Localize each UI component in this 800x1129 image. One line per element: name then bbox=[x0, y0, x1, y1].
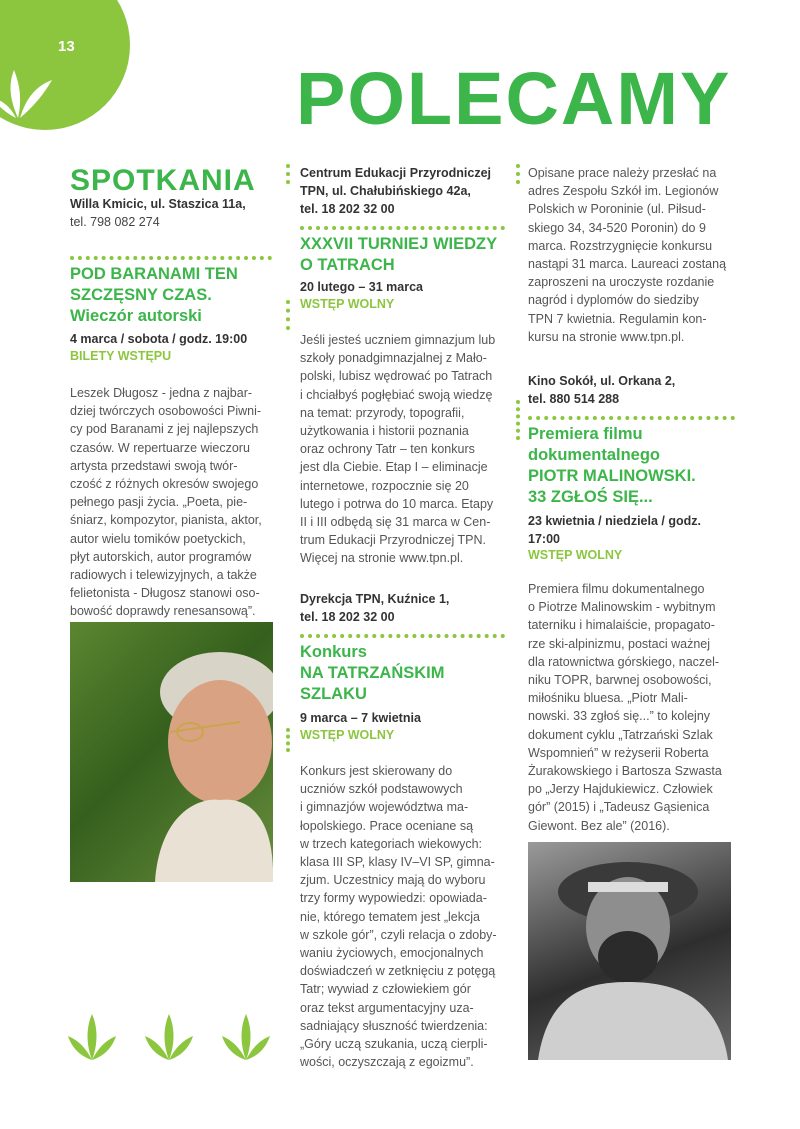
event-description bbox=[300, 331, 515, 568]
text-line: po „Jerzy Hajdukiewicz. Człowiek bbox=[528, 782, 713, 797]
venue-line: tel. 18 202 32 00 bbox=[300, 202, 395, 216]
text-line: adres Zespołu Szkół im. Legionów bbox=[528, 184, 719, 199]
venue-line: Dyrekcja TPN, Kuźnice 1, bbox=[300, 592, 450, 606]
venue-phone: tel. 798 082 274 bbox=[70, 215, 160, 229]
dotted-divider bbox=[300, 226, 505, 230]
text-line: nastąpi 31 marca. Laureaci zostaną bbox=[528, 257, 727, 272]
text-line: czasów. W repertuarze wieczoru bbox=[70, 440, 250, 455]
text-line: uczniów szkół podstawowych bbox=[300, 782, 463, 797]
venue bbox=[300, 590, 510, 626]
text-line: na temat: przyrody, topografii, bbox=[300, 405, 465, 420]
text-line: Tatr; wywiad z człowiekiem gór bbox=[300, 982, 471, 997]
venue-line: Centrum Edukacji Przyrodniczej bbox=[300, 166, 492, 180]
text-line: użytkowania i historii poznania bbox=[300, 424, 469, 439]
event-date: 4 marca / sobota / godz. 19:00 bbox=[70, 332, 248, 346]
text-line: doświadczeń w zetknięciu z potęgą bbox=[300, 964, 496, 979]
dotted-divider bbox=[528, 416, 735, 420]
event-title bbox=[300, 642, 515, 705]
text-line: internetowe, rozpocznie się 20 bbox=[300, 478, 469, 493]
entry-label: WSTĘP WOLNY bbox=[300, 297, 395, 311]
entry-label: BILETY WSTĘPU bbox=[70, 349, 172, 363]
event-title-line: Premiera filmu bbox=[528, 425, 643, 443]
portrait-photo-dlugosz bbox=[70, 622, 273, 882]
text-line: zjum. Uczestnicy mają do wyboru bbox=[300, 873, 486, 888]
contest-details bbox=[528, 164, 748, 346]
venue bbox=[300, 164, 510, 218]
text-line: Konkurs jest skierowany do bbox=[300, 764, 453, 778]
text-line: Żurakowskiego i Bartosza Szwasta bbox=[528, 764, 722, 779]
event-description bbox=[70, 384, 280, 621]
text-line: Więcej na stronie www.tpn.pl. bbox=[300, 551, 464, 566]
text-line: i gimnazjów województwa ma- bbox=[300, 800, 469, 815]
entry-label: WSTĘP WOLNY bbox=[528, 548, 623, 562]
text-line: trum Edukacji Przyrodniczej TPN. bbox=[300, 533, 486, 548]
date-line: 23 kwietnia / niedziela / godz. bbox=[528, 514, 701, 528]
text-line: Giewont. Bez ale” (2016). bbox=[528, 818, 670, 833]
text-line: cy pod Baranami z jej najlepszych bbox=[70, 422, 259, 437]
event-title-line: SZLAKU bbox=[300, 685, 367, 703]
text-line: waniu życiowych, emocjonalnych bbox=[300, 946, 484, 961]
dotted-divider-vertical bbox=[286, 164, 290, 184]
portrait-photo-malinowski bbox=[528, 842, 731, 1060]
text-line: miłośniku bluesa. „Piotr Mali- bbox=[528, 691, 688, 706]
leaf-decoration-icon bbox=[66, 1010, 276, 1062]
venue-line: TPN, ul. Chałubińskiego 42a, bbox=[300, 184, 471, 198]
text-line: autor wielu tomików poetyckich, bbox=[70, 531, 246, 546]
date-line: 17:00 bbox=[528, 532, 560, 546]
portrait-illustration bbox=[528, 842, 731, 1060]
text-line: w szkole gór”, czyli relacja o zdoby- bbox=[300, 927, 497, 942]
text-line: Opisane prace należy przesłać na bbox=[528, 166, 717, 180]
text-line: „Góry uczą szukania, uczą cierpli- bbox=[300, 1037, 488, 1052]
venue-line: tel. 18 202 32 00 bbox=[300, 610, 395, 624]
text-line: polski, lubisz wędrować po Tatrach bbox=[300, 369, 493, 384]
text-line: artysta przedstawi swoją twór- bbox=[70, 458, 238, 473]
text-line: II i III odbędą się 31 marca w Cen- bbox=[300, 515, 491, 530]
dotted-divider-vertical bbox=[286, 728, 290, 752]
event-title-line: SZCZĘSNY CZAS. bbox=[70, 286, 212, 304]
venue bbox=[528, 372, 743, 408]
text-line: kursu na stronie www.tpn.pl. bbox=[528, 329, 685, 344]
text-line: i chciałbyś pogłębiać swoją wiedzę bbox=[300, 387, 493, 402]
text-line: wości, oczyszczają z egoizmu”. bbox=[300, 1055, 474, 1070]
text-line: zaproszeni na uroczyste rozdanie bbox=[528, 275, 715, 290]
text-line: śniarz, kompozytor, pianista, aktor, bbox=[70, 513, 262, 528]
text-line: dziej twórczych osobowości Piwni- bbox=[70, 404, 262, 419]
text-line: skiego 34, 34-520 Poronin) do 9 bbox=[528, 220, 706, 235]
text-line: jest dla Ciebie. Etap I – eliminacje bbox=[300, 460, 488, 475]
text-line: Leszek Długosz - jedna z najbar- bbox=[70, 386, 253, 400]
text-line: Polskich w Poroninie (ul. Piłsud- bbox=[528, 202, 706, 217]
text-line: marca. Rozstrzygnięcie konkursu bbox=[528, 238, 713, 253]
event-title bbox=[70, 264, 280, 327]
text-line: rze ski-alpinizmu, postaci ważnej bbox=[528, 636, 711, 651]
event-title-line: POD BARANAMI TEN bbox=[70, 265, 238, 283]
event-title-line: 33 ZGŁOŚ SIĘ... bbox=[528, 488, 653, 506]
text-line: dokument cyklu „Tatrzański Szlak bbox=[528, 727, 713, 742]
text-line: łopolskiego. Prace oceniane są bbox=[300, 818, 474, 833]
text-line: Wspomnień” w reżyserii Roberta bbox=[528, 745, 709, 760]
event-date bbox=[528, 512, 743, 548]
text-line: taterniku i himalaiście, propagato- bbox=[528, 618, 715, 633]
text-line: nie, którego tematem jest „lekcja bbox=[300, 909, 480, 924]
event-title-line: dokumentalnego bbox=[528, 446, 661, 464]
text-line: pełnego pasji życia. „Poeta, pie- bbox=[70, 495, 248, 510]
text-line: TPN 7 kwietnia. Regulamin kon- bbox=[528, 311, 707, 326]
dotted-divider-vertical bbox=[516, 400, 520, 440]
text-line: dla ratownictwa górskiego, naczel- bbox=[528, 654, 720, 669]
text-line: trzy formy wypowiedzi: opowiada- bbox=[300, 891, 487, 906]
venue-line: Kino Sokół, ul. Orkana 2, bbox=[528, 374, 676, 388]
text-line: nagród i dyplomów do siedziby bbox=[528, 293, 699, 308]
text-line: bowość doprawdy renesansową”. bbox=[70, 604, 256, 619]
page-number: 13 bbox=[58, 38, 75, 55]
event-date: 9 marca – 7 kwietnia bbox=[300, 711, 421, 725]
text-line: felietonista - Długosz stanowi oso- bbox=[70, 586, 260, 601]
page-title: POLECAMY bbox=[296, 57, 732, 140]
event-title-line: O TATRACH bbox=[300, 256, 395, 274]
event-title-line: Konkurs bbox=[300, 643, 367, 661]
event-title bbox=[300, 234, 515, 276]
text-line: gór” (2015) i „Tadeusz Gąsienica bbox=[528, 800, 710, 815]
text-line: w trzech kategoriach wiekowych: bbox=[300, 836, 483, 851]
text-line: płyt autorskich, autor programów bbox=[70, 549, 252, 564]
event-description bbox=[528, 580, 748, 835]
text-line: oraz ochrony Tatr – ten konkurs bbox=[300, 442, 475, 457]
event-date: 20 lutego – 31 marca bbox=[300, 280, 423, 294]
text-line: niku TOPR, barwnej osobowości, bbox=[528, 673, 712, 688]
dotted-divider-vertical bbox=[516, 164, 520, 184]
venue-line: tel. 880 514 288 bbox=[528, 392, 620, 406]
dotted-divider bbox=[300, 634, 505, 638]
event-description bbox=[300, 762, 515, 1071]
text-line: o Piotrze Malinowskim - wybitnym bbox=[528, 600, 716, 615]
event-title bbox=[528, 424, 743, 508]
event-title-line: XXXVII TURNIEJ WIEDZY bbox=[300, 235, 498, 253]
text-line: Jeśli jesteś uczniem gimnazjum lub bbox=[300, 333, 496, 347]
venue: Willa Kmicic, ul. Staszica 11a, bbox=[70, 197, 246, 211]
text-line: nowski. 33 zgłoś się...” to kolejny bbox=[528, 709, 711, 724]
text-line: sadniający słuszność twierdzenia: bbox=[300, 1018, 488, 1033]
entry-label: WSTĘP WOLNY bbox=[300, 728, 395, 742]
dotted-divider bbox=[70, 256, 272, 260]
section-heading: SPOTKANIA bbox=[70, 164, 256, 197]
dotted-divider-vertical bbox=[286, 300, 290, 330]
event-title-line: PIOTR MALINOWSKI. bbox=[528, 467, 696, 485]
text-line: radiowych i telewizyjnych, a także bbox=[70, 568, 257, 583]
event-title-line: Wieczór autorski bbox=[70, 307, 202, 325]
text-line: klasa III SP, klasy IV–VI SP, gimna- bbox=[300, 855, 495, 870]
text-line: szkoły ponadgimnazjalnej z Mało- bbox=[300, 351, 487, 366]
text-line: Premiera filmu dokumentalnego bbox=[528, 582, 705, 596]
text-line: czość z różnych okresów swojego bbox=[70, 477, 259, 492]
text-line: oraz tekst argumentacyjny uza- bbox=[300, 1000, 474, 1015]
event-title-line: NA TATRZAŃSKIM bbox=[300, 664, 445, 682]
portrait-illustration bbox=[70, 622, 273, 882]
text-line: lutego i potrwa do 10 marca. Etapy bbox=[300, 496, 494, 511]
